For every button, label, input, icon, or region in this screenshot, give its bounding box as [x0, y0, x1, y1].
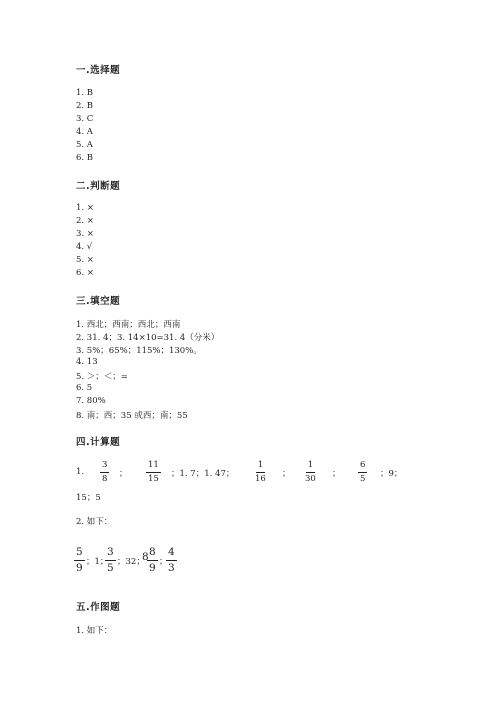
fraction-denominator: 5: [107, 561, 114, 574]
section-title-fill: 三.填空题: [76, 296, 121, 307]
answer-line: 4. √: [76, 242, 93, 252]
fraction: [305, 461, 316, 483]
answer-line: 4. 13: [76, 357, 98, 367]
fraction-numerator: 1: [306, 461, 315, 473]
fraction-denominator: 30: [305, 473, 316, 484]
fraction: [146, 461, 161, 483]
fraction-numerator: 11: [146, 461, 161, 473]
separator: ；: [119, 469, 128, 479]
fraction: [358, 461, 367, 483]
fraction-denominator: 9: [76, 561, 83, 574]
fraction-denominator: 8: [102, 473, 108, 484]
separator: ；: [282, 469, 291, 479]
section-title-calc: 四.计算题: [76, 437, 121, 448]
fraction: [255, 461, 266, 483]
section-title-choice: 一.选择题: [76, 65, 121, 76]
fraction-numerator: 3: [105, 547, 116, 561]
fraction: [105, 547, 116, 573]
answer-text: ；9；: [380, 469, 403, 479]
fraction-numerator: 4: [166, 547, 177, 561]
fraction-numerator: 8: [147, 547, 158, 561]
answer-line: 15；5: [76, 493, 101, 503]
fraction-numerator: 6: [358, 461, 367, 473]
answer-text: ；1；: [86, 557, 109, 567]
answer-line: 6. 5: [76, 383, 93, 393]
answer-line: 6. ×: [76, 268, 94, 278]
fraction-denominator: 16: [255, 473, 266, 484]
answer-line: 7. 80%: [76, 396, 106, 406]
fraction-denominator: 3: [168, 561, 175, 574]
answer-line: 3. ×: [76, 229, 94, 239]
answer-text: ；1. 7；1. 47；: [171, 469, 235, 479]
fraction: [166, 547, 177, 573]
answer-line: 2. 如下：: [76, 517, 113, 527]
fraction: [147, 547, 158, 573]
answer-line: 6. B: [76, 153, 94, 163]
fraction-numerator: 3: [100, 461, 109, 473]
answer-text: ；32；: [117, 557, 145, 567]
answer-line: 5. ×: [76, 255, 94, 265]
whole-number: 8: [142, 551, 149, 563]
fraction-denominator: 9: [149, 561, 156, 574]
answer-line: 2. 31. 4；3. 14×10=31. 4（分米）: [76, 333, 220, 343]
section-title-judge: 二.判断题: [76, 181, 121, 192]
calc-item-number: 1.: [76, 467, 85, 477]
fraction-numerator: 1: [256, 461, 265, 473]
answer-line: 1. B: [76, 88, 94, 98]
fraction: [100, 461, 109, 483]
fraction-numerator: 5: [74, 547, 85, 561]
answer-line: 3. 5%；65%；115%；130%。: [76, 346, 202, 356]
answer-line: 2. B: [76, 101, 94, 111]
section-title-drawing: 五.作图题: [76, 602, 121, 613]
fraction-denominator: 15: [148, 473, 159, 484]
fraction: [74, 547, 85, 573]
separator: ；: [332, 469, 341, 479]
fraction-denominator: 5: [360, 473, 366, 484]
answer-line: 4. A: [76, 127, 93, 137]
answer-line: 8. 南；西；35 或西；南；55: [76, 411, 188, 421]
separator: ；: [159, 557, 168, 567]
answer-line: 2. ×: [76, 216, 94, 226]
answer-line: 1. 西北；西南；西北；西南: [76, 320, 181, 330]
answer-line: 1. 如下：: [76, 626, 113, 636]
answer-line: 5. ＞；＜；=: [76, 372, 128, 382]
answer-line: 3. C: [76, 114, 94, 124]
answer-line: 5. A: [76, 140, 93, 150]
answer-line: 1. ×: [76, 203, 94, 213]
